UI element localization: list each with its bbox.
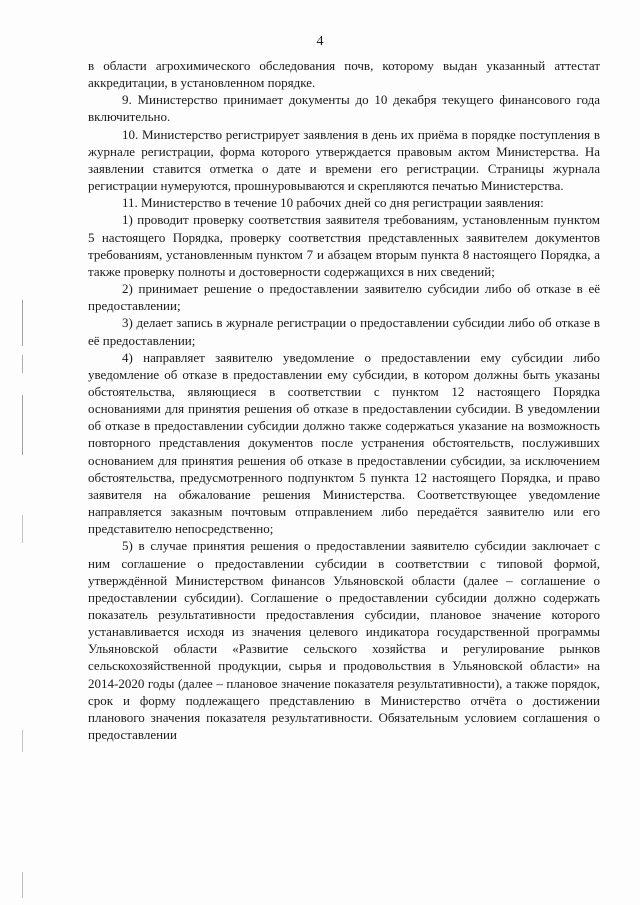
paragraph-item-11: 11. Министерство в течение 10 рабочих дней со дня регистрации заявления: [122,195,544,211]
paragraph-item-9: 9. Министерство принимает документы до 10 декабря текущего финансового года включительно. [88,92,600,125]
document-body [88,57,600,743]
paragraph-continuation: в области агрохимического обследования почв, которому выдан указанный аттестат аккредитации, в установленном порядке. [88,58,600,91]
scan-artifact-line [22,395,23,455]
subitem-3: 3) делает запись в журнале регистрации о предоставлении субсидии либо об отказе в её предоставлении; [88,315,600,348]
subitem-4: 4) направляет заявителю уведомление о предоставлении ему субсидии либо уведомление об отказе в предоставлении ему субсидии, в котором должны быть указаны обстоятельства, являющиеся в соответствии с пунктом 12 настоящего Порядка основаниями для принятия решения об отказе в предоставлении субсидии. В уведомлении об отказе в предоставлении субсидии должно также содержаться указание на возможность повторного представления документов после устранения обстоятельств, послуживших основанием для принятия решения об отказе в предоставлении субсидии, за исключением обстоятельства, предусмотренного подпунктом 5 пункта 12 настоящего Порядка, и право заявителя на обжалование решения Министерства. Соответствующее уведомление направляется заказным почтовым отправлением либо передаётся заявителю или его представителю непосредственно; [88,349,600,537]
scan-artifact-line [22,300,23,346]
page-number: 4 [316,34,324,49]
paragraph-item-10: 10. Министерство регистрирует заявления в день их приёма в порядке поступления в журнале регистрации, форма которого утверждается правовым актом Министерства. На заявлении ставится отметка о дате и времени его регистрации. Страницы журнала регистрации нумеруются, прошнуровываются и скрепляются печатью Министерства. [88,126,600,194]
scan-artifact-line [22,515,23,543]
scan-artifact-line [22,872,23,898]
scan-artifact-line [22,730,23,752]
subitem-1: 1) проводит проверку соответствия заявителя требованиям, установленным пунктом 5 настоящего Порядка, проверку соответствия представленных заявителем документов требованиям, установленным пунктом 7 и абзацем вторым пункта 8 настоящего Порядка, а также проверку полноты и достоверности содержащихся в них сведений; [88,212,600,279]
subitem-2: 2) принимает решение о предоставлении заявителю субсидии либо об отказе в её предоставлении; [88,281,600,314]
scan-artifact-line [22,355,23,373]
subitem-5: 5) в случае принятия решения о предоставлении заявителю субсидии заключает с ним соглашение о предоставлении субсидии в соответствии с типовой формой, утверждённой Министерством финансов Ульяновской области (далее – соглашение о предоставлении субсидии). Соглашение о предоставлении субсидии должно содержать показатель результативности предоставления субсидии, плановое значение которого устанавливается исходя из значения целевого индикатора государственной программы Ульяновской области «Развитие сельского хозяйства и регулирование рынков сельскохозяйственной продукции, сырья и продовольствия в Ульяновской области» на 2014-2020 годы (далее – плановое значение показателя результативности), а также порядок, срок и форму подлежащего представлению в Министерство отчёта о достижении планового значения показателя результативности. Обязательным условием соглашения о предоставлении [88,538,600,743]
